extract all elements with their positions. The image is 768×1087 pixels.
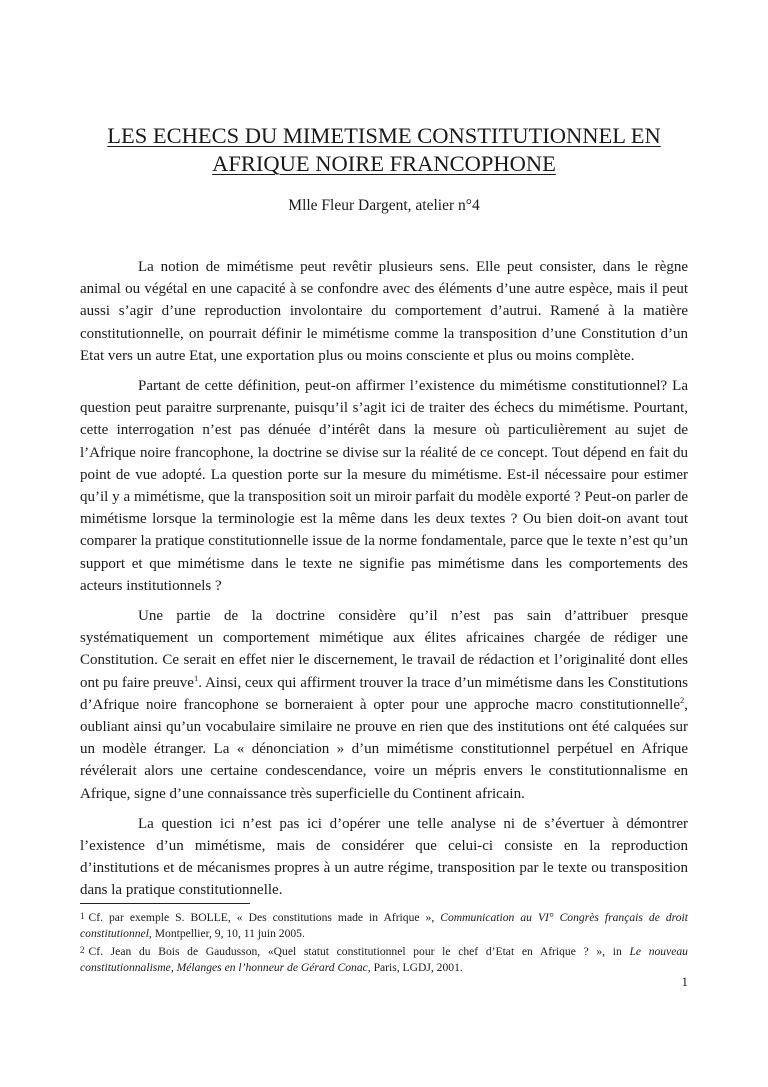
footnotes xyxy=(80,908,688,976)
footnote-2 xyxy=(80,942,688,976)
document-title: LES ECHECS DU MIMETISME CONSTITUTIONNEL EN AFRIQUE NOIRE FRANCOPHONE xyxy=(107,123,661,176)
footnote-1 xyxy=(80,908,688,942)
footnote-ref-1[interactable]: 1 xyxy=(193,672,199,683)
paragraph-4: La question ici n’est pas ici d’opérer une telle analyse ni de s’évertuer à démontrer l’existence d’un mimétisme, mais de considérer que celui-ci consiste en la reproduction d’institutions et de mécanismes propres à un autre régime, transposition par le texte ou transposition dans la pratique constitutionnelle. xyxy=(80,815,688,899)
paragraph-3-part-c: , oubliant ainsi qu’un vocabulaire similaire ne prouve en rien que des institutions ont été calquées sur un modèle étranger. La « dénonciation » d’un mimétisme constitutionnel perpétuel en Afrique révélerait alors une certaine condescendance, voire un mépris envers le constitutionnalisme en Afrique, signe d’une connaissance très superficielle du Continent africain. xyxy=(80,696,688,802)
author-line: Mlle Fleur Dargent, atelier n°4 xyxy=(288,197,480,214)
footnote-2-title: Le nouveau constitutionnalisme, Mélanges en l’honneur de Gérard Conac xyxy=(80,945,688,974)
footnote-separator xyxy=(80,903,250,904)
paragraph-3-part-b: . Ainsi, ceux qui affirment trouver la trace d’un mimétisme dans les Constitutions d’Afrique noire francophone se borneraient à opter pour une approche macro constitutionnelle xyxy=(80,674,688,713)
paragraph-3 xyxy=(80,605,688,805)
paragraph-2: Partant de cette définition, peut-on affirmer l’existence du mimétisme constitutionnel? La question peut paraitre surprenante, puisqu’il s’agit ici de traiter des échecs du mimétisme. Pourtant, cette interrogation n’est pas dénuée d’intérêt dans la mesure où particulièrement au sujet de l’Afrique noire francophone, la doctrine se divise sur la réalité de ce concept. Tout dépend en fait du point de vue adopté. La question porte sur la mesure du mimétisme. Est-il nécessaire pour estimer qu’il y a mimétisme, que la transposition soit un miroir parfait du modèle exporté ? Peut-on parler de mimétisme lorsque la terminologie est la même dans les deux textes ? Ou bien doit-on avant tout comparer la pratique constitutionnelle issue de la norme fondamentale, parce que le texte n’est qu’un support et que mimétisme dans le texte ne signifie pas mimétisme dans les comportements des acteurs institutionnels ? xyxy=(80,378,688,594)
paragraph-3-part-a: Une partie de la doctrine considère qu’il n’est pas sain d’attribuer presque systématiquement un comportement mimétique aux élites africaines chargée de rédiger une Constitution. Ce serait en effet nier le discernement, le travail de rédaction et l’originalité dont elles ont pu faire preuve xyxy=(80,608,688,691)
footnote-1-text-c: , Montpellier, 9, 10, 11 juin 2005. xyxy=(148,927,305,940)
footnote-1-title: Communication au VI° Congrès français de droit constitutionnel xyxy=(80,911,688,940)
footnote-2-number: 2 xyxy=(80,945,85,955)
footnote-1-text-a: Cf. par exemple S. BOLLE, « Des constitutions made in Afrique », xyxy=(88,911,441,924)
footnote-ref-2[interactable]: 2 xyxy=(680,694,685,705)
footnote-2-text-c: , Paris, LGDJ, 2001. xyxy=(367,961,463,974)
body-text xyxy=(80,256,688,902)
footnote-2-text-a: Cf. Jean du Bois de Gaudusson, «Quel statut constitutionnel pour le chef d’Etat en Afrique ? », in xyxy=(88,945,630,958)
page-number: 1 xyxy=(681,974,688,989)
paragraph-1: La notion de mimétisme peut revêtir plusieurs sens. Elle peut consister, dans le règne animal ou végétal en une capacité à se confondre avec des éléments d’une autre espèce, mais il peut aussi s’agir d’une reproduction involontaire du comportement d’autrui. Ramené à la matière constitutionnelle, on pourrait définir le mimétisme comme la transposition d’une Constitution d’un Etat vers un autre Etat, une exportation plus ou moins consciente et plus ou moins complète. xyxy=(80,259,688,364)
footnote-1-number: 1 xyxy=(80,911,85,921)
